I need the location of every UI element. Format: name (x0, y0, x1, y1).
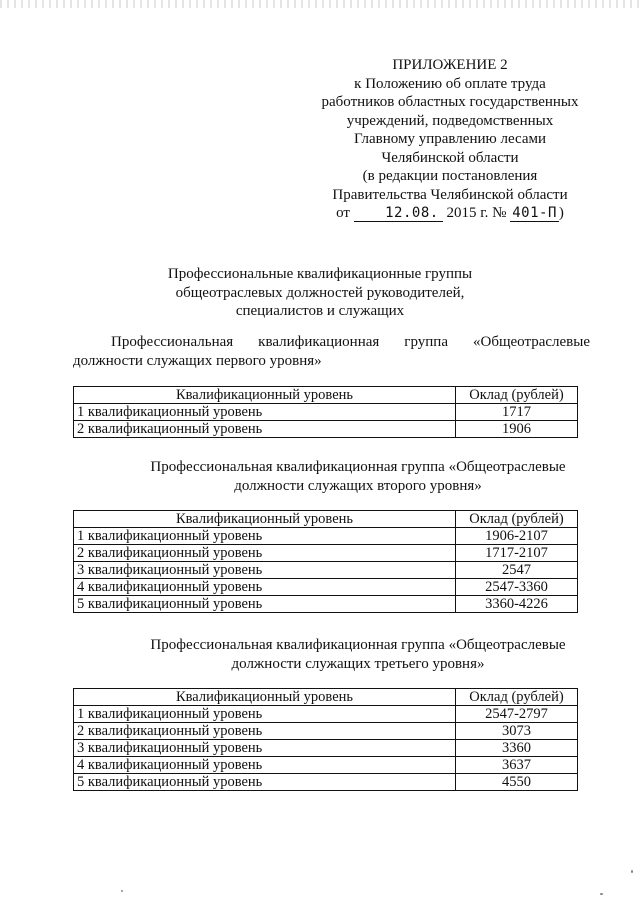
resolution-number: 401-П (512, 205, 557, 221)
level-cell: 2 квалификационный уровень (74, 421, 456, 438)
column-header-salary: Оклад (рублей) (456, 689, 578, 706)
group-2-table (73, 510, 578, 613)
group-3-table (73, 688, 578, 791)
level-cell: 3 квалификационный уровень (74, 740, 456, 757)
table-row (74, 774, 578, 791)
table-row (74, 579, 578, 596)
salary-cell: 1717 (456, 404, 578, 421)
table-row (74, 757, 578, 774)
level-cell: 5 квалификационный уровень (74, 596, 456, 613)
column-header-level: Квалификационный уровень (74, 689, 456, 706)
salary-cell: 1717-2107 (456, 545, 578, 562)
group-2-heading (73, 458, 640, 495)
group-heading-line: должности служащих третьего уровня» (231, 655, 485, 672)
column-header-level: Квалификационный уровень (74, 387, 456, 404)
scan-speck (121, 890, 123, 892)
appendix-line: (в редакции постановления (362, 168, 538, 184)
level-cell: 4 квалификационный уровень (74, 579, 456, 596)
level-cell: 2 квалификационный уровень (74, 545, 456, 562)
table-row (74, 421, 578, 438)
salary-cell: 2547-2797 (456, 706, 578, 723)
level-cell: 5 квалификационный уровень (74, 774, 456, 791)
level-cell: 1 квалификационный уровень (74, 404, 456, 421)
table-row (74, 596, 578, 613)
appendix-line: Правительства Челябинской области (332, 186, 568, 203)
table-row (74, 706, 578, 723)
closing-paren: ) (558, 205, 564, 221)
table-row (74, 740, 578, 757)
appendix-line: к Положению об оплате труда (354, 75, 546, 92)
column-header-salary: Оклад (рублей) (456, 511, 578, 528)
group-heading-line: должности служащих второго уровня» (234, 477, 482, 494)
appendix-header (305, 56, 595, 223)
group-heading-line: Профессиональная квалификационная группа «Общеотраслевые (150, 637, 566, 653)
column-header-salary: Оклад (рублей) (456, 387, 578, 404)
level-cell: 1 квалификационный уровень (74, 528, 456, 545)
appendix-date-line (305, 204, 595, 223)
salary-cell: 3073 (456, 723, 578, 740)
group-heading-line: Профессиональная квалификационная группа «Общеотраслевые (111, 334, 590, 350)
table-header-row (74, 511, 578, 528)
appendix-line: учреждений, подведомственных (346, 112, 554, 129)
table-row (74, 562, 578, 579)
appendix-title: ПРИЛОЖЕНИЕ 2 (392, 57, 508, 73)
salary-cell: 3360 (456, 740, 578, 757)
table-row (74, 545, 578, 562)
level-cell: 1 квалификационный уровень (74, 706, 456, 723)
date-value: 12.08. (354, 205, 443, 222)
year-text: 2015 г. № (446, 205, 507, 221)
group-1-heading (73, 333, 590, 370)
column-header-level: Квалификационный уровень (74, 511, 456, 528)
appendix-line: работников областных государственных (321, 94, 579, 110)
salary-cell: 4550 (456, 774, 578, 791)
group-3-heading (73, 636, 640, 673)
title-line: общеотраслевых должностей руководителей, (175, 284, 465, 301)
table-row (74, 723, 578, 740)
scan-speck (600, 893, 603, 895)
level-cell: 2 квалификационный уровень (74, 723, 456, 740)
scan-edge-artifact (0, 0, 640, 8)
table-header-row (74, 387, 578, 404)
appendix-line: Главному управлению лесами (353, 131, 546, 147)
salary-cell: 2547 (456, 562, 578, 579)
group-heading-line: Профессиональная квалификационная группа «Общеотраслевые (150, 459, 566, 475)
salary-cell: 1906 (456, 421, 578, 438)
table-row (74, 528, 578, 545)
level-cell: 4 квалификационный уровень (74, 757, 456, 774)
document-title (150, 265, 490, 321)
group-heading-line: должности служащих первого уровня» (73, 352, 322, 369)
level-cell: 3 квалификационный уровень (74, 562, 456, 579)
salary-cell: 3637 (456, 757, 578, 774)
salary-cell: 1906-2107 (456, 528, 578, 545)
scan-speck (631, 870, 633, 873)
table-row (74, 404, 578, 421)
title-line: специалистов и служащих (235, 303, 405, 319)
group-1-table (73, 386, 578, 438)
table-header-row (74, 689, 578, 706)
salary-cell: 3360-4226 (456, 596, 578, 613)
salary-cell: 2547-3360 (456, 579, 578, 596)
date-prefix: от (336, 205, 350, 221)
appendix-line: Челябинской области (381, 149, 519, 166)
title-line: Профессиональные квалификационные группы (167, 266, 473, 282)
